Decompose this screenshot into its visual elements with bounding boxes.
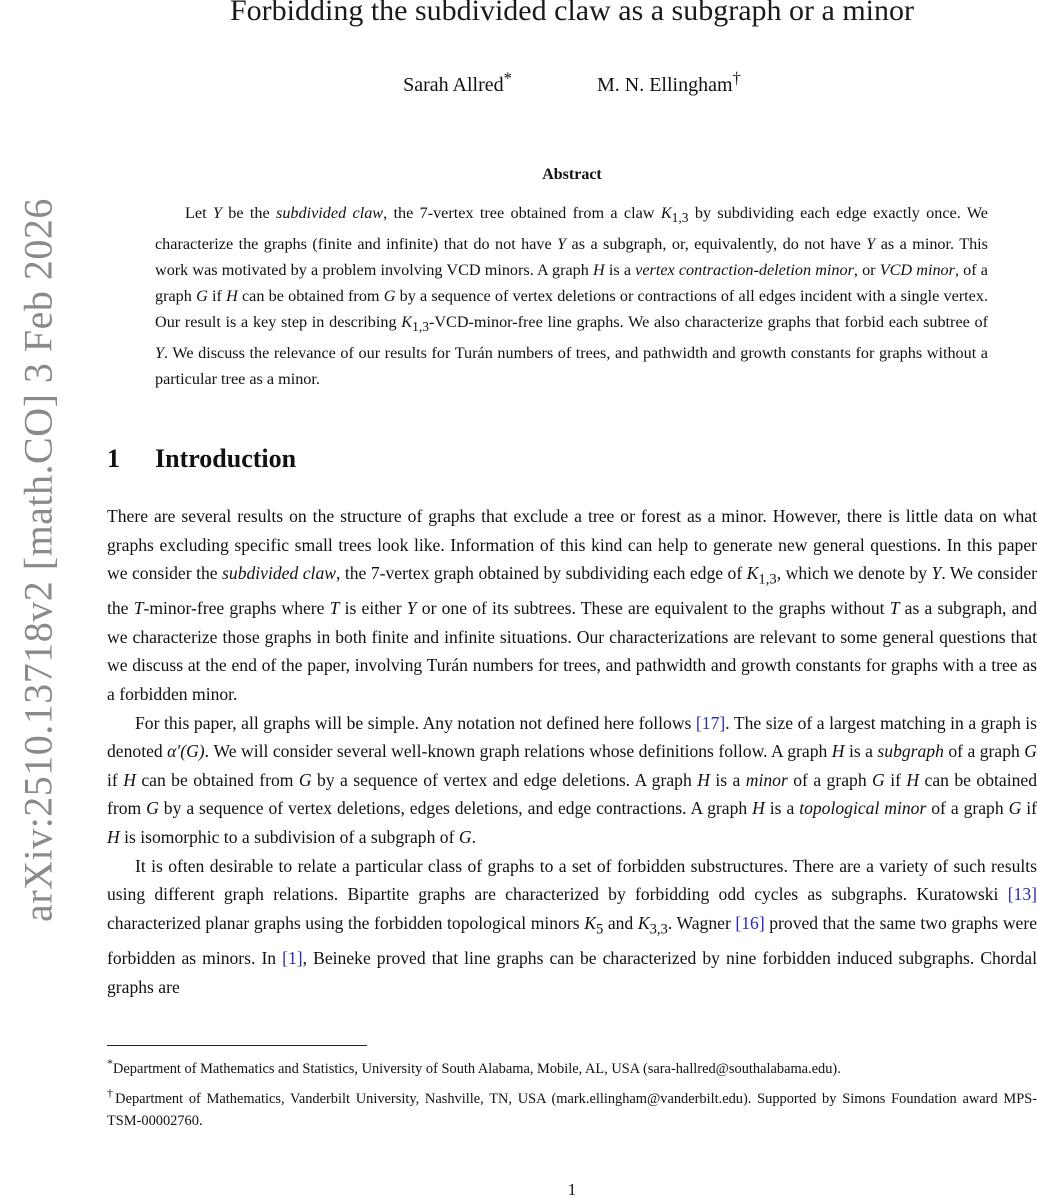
abstract-text — [155, 200, 988, 392]
author-2 — [596, 68, 741, 96]
text-run: -minor-free graphs where — [143, 598, 330, 619]
math-T: T — [889, 598, 900, 619]
author-1-name: Sarah Allred — [403, 73, 504, 96]
text-run: , Beineke proved that line graphs can be characterized by nine forbidden induced subgraphs. Chordal graphs are — [107, 947, 1037, 997]
math-K13: K — [401, 313, 413, 332]
math-G: G — [872, 769, 885, 790]
footnote-1-mark: * — [107, 1056, 113, 1070]
math-Y: Y — [212, 204, 222, 222]
text-run: is isomorphic to a subdivision of a subgraph of — [119, 827, 459, 848]
text-run: if — [884, 769, 907, 790]
footnote-2-text: Department of Mathematics, Vanderbilt University, Nashville, TN, USA (mark.ellingham@vanderbilt.edu). Supported by Simons Foundation award MPS-TSM-00002760. — [107, 1090, 1037, 1129]
body-text — [107, 502, 1037, 1001]
math-G: G — [298, 769, 312, 790]
text-run: . — [471, 827, 476, 848]
paragraph-2 — [107, 709, 1037, 852]
text-run: by a sequence of vertex deletions, edges deletions, and edge contractions. A graph — [158, 798, 753, 819]
abstract-text-run: if — [207, 287, 227, 306]
text-run: of a graph — [787, 769, 873, 790]
math-H: H — [831, 741, 845, 762]
math-G: G — [196, 287, 208, 306]
term-vcd-short: VCD minor — [879, 261, 955, 280]
math-Y: Y — [406, 598, 417, 619]
text-run: . We consider the — [107, 563, 1037, 619]
math-H: H — [226, 287, 238, 306]
term-topological-minor: topological minor — [799, 798, 927, 819]
abstract-text-run: can be obtained from — [237, 287, 384, 306]
text-run: proved that the same two graphs were forbidden as minors. In — [107, 912, 1037, 968]
text-run: For this paper, all graphs will be simple. Any notation not defined here follows — [135, 712, 696, 733]
abstract-text-run: as a subgraph, or, equivalently, do not have — [566, 235, 867, 254]
term-subgraph: subgraph — [877, 741, 944, 762]
math-G: G — [383, 287, 396, 306]
author-1 — [403, 68, 512, 96]
text-run: characterized planar graphs using the forbidden topological minors — [107, 912, 585, 933]
citation-link-16[interactable]: [16] — [735, 912, 765, 933]
math-H: H — [123, 769, 136, 790]
paragraph-3 — [107, 852, 1037, 1001]
term-subdivided-claw: subdivided claw — [276, 204, 384, 222]
text-run: can be obtained from — [107, 769, 1037, 819]
abstract-text-run: . We discuss the relevance of our results for Turán numbers of trees, and pathwidth and growth constants for graphs without a particular tree as a minor. — [155, 344, 988, 389]
term-vcd-full: vertex contraction-deletion minor — [635, 261, 854, 280]
text-run: of a graph — [943, 741, 1025, 762]
abstract-text-run: , of a graph — [155, 261, 988, 306]
text-run: It is often desirable to relate a particular class of graphs to a set of forbidden substructures. There are a variety of such results using different graph relations. Bipartite graphs are characterized by forbidding odd cycles as subgraphs. Kuratowski — [107, 855, 1037, 905]
text-run: . We will consider several well-known graph relations whose definitions follow. A graph — [204, 741, 832, 762]
footnote-divider — [107, 1045, 367, 1046]
abstract-text-run: , the 7-vertex tree obtained from a claw — [383, 204, 661, 222]
math-K13: K — [660, 204, 672, 222]
text-run: is a — [709, 769, 746, 790]
math-K13: K — [746, 563, 759, 584]
abstract-text-run: is a — [604, 261, 636, 280]
abstract-text-run: Let — [185, 204, 213, 222]
abstract-text-run: by a sequence of vertex deletions or contractions of all edges incident with a single vertex. Our result is a key step in describing — [155, 287, 989, 332]
text-run: if — [1021, 798, 1037, 819]
author-2-mark: † — [732, 68, 741, 87]
abstract-text-run: by subdividing each edge exactly once. We characterize the graphs (finite and infinite) that do not have — [155, 204, 988, 254]
footnote-2-mark: † — [107, 1085, 116, 1100]
term-minor: minor — [745, 769, 788, 790]
footnotes — [107, 1052, 1037, 1134]
text-run: , which we denote by — [776, 563, 932, 584]
citation-link-17[interactable]: [17] — [695, 712, 726, 733]
math-K13-sub: 1,3 — [758, 571, 777, 588]
math-K33-sub: 3,3 — [649, 921, 668, 938]
section-title: Introduction — [155, 444, 297, 473]
page-number: 1 — [567, 1180, 577, 1199]
text-run: can be obtained from — [135, 769, 299, 790]
math-T: T — [329, 598, 340, 619]
section-number: 1 — [107, 444, 120, 473]
math-G: G — [1024, 741, 1037, 762]
term-subdivided-claw: subdivided claw — [222, 563, 336, 584]
math-Y: Y — [155, 344, 165, 363]
abstract-text-run: be the — [221, 204, 277, 222]
text-run: , the 7-vertex graph obtained by subdividing each edge of — [335, 563, 747, 584]
math-H: H — [752, 798, 765, 819]
text-run: or one of its subtrees. These are equivalent to the graphs without — [416, 598, 890, 619]
math-K5-sub: 5 — [595, 921, 604, 938]
math-K5: K — [584, 912, 596, 933]
text-run: if — [107, 769, 124, 790]
math-H: H — [697, 769, 710, 790]
text-run: and — [603, 912, 638, 933]
abstract-text-run: -VCD-minor-free line graphs. We also characterize graphs that forbid each subtree of — [428, 313, 989, 332]
abstract-text-run: as a minor. This work was motivated by a problem involving VCD minors. A graph — [155, 235, 988, 280]
text-run: There are several results on the structure of graphs that exclude a tree or forest as a minor. However, there is little data on what graphs excluding specific small trees look like. Information of this kind can help to generate new general questions. In this paper we consider the — [107, 506, 1037, 584]
footnote-2 — [107, 1082, 1037, 1132]
math-G: G — [146, 798, 159, 819]
author-1-mark: * — [503, 68, 512, 87]
paper-title: Forbidding the subdivided claw as a subgraph or a minor — [229, 0, 915, 27]
footnote-1-text: Department of Mathematics and Statistics, University of South Alabama, Mobile, AL, USA (sara-hallred@southalabama.edu). — [113, 1060, 841, 1077]
math-K13-sub: 1,3 — [412, 319, 429, 335]
math-H: H — [906, 769, 920, 790]
math-G: G — [458, 827, 472, 848]
math-G: G — [1008, 798, 1022, 819]
arxiv-identifier-stamp: arXiv:2510.13718v2 [math.CO] 3 Feb 2026 — [15, 198, 61, 922]
math-Y: Y — [557, 235, 567, 254]
math-Y: Y — [931, 563, 942, 584]
abstract-text-run: , or — [853, 261, 880, 280]
text-run: by a sequence of vertex and edge deletions. A graph — [311, 769, 698, 790]
text-run: is either — [339, 598, 407, 619]
math-K13-sub: 1,3 — [671, 210, 689, 226]
text-run: is a — [764, 798, 800, 819]
author-list — [107, 68, 1037, 97]
text-run: of a graph — [926, 798, 1009, 819]
section-heading-introduction — [107, 444, 296, 474]
math-K33: K — [637, 912, 650, 933]
paragraph-1 — [107, 502, 1037, 709]
math-T: T — [133, 598, 144, 619]
abstract-heading: Abstract — [542, 166, 602, 183]
text-run: . Wagner — [667, 912, 736, 933]
text-run: as a subgraph, and we characterize those graphs in both finite and infinite situations. Our characterizations are relevant to some general questions that we discuss at the end of the paper, involving Turán numbers for trees, and pathwidth and growth constants for graphs with a tree as a forbidden minor. — [107, 598, 1037, 705]
citation-link-1[interactable]: [1] — [282, 947, 303, 968]
text-run: is a — [844, 741, 878, 762]
math-Y: Y — [866, 235, 876, 254]
author-2-name: M. N. Ellingham — [596, 73, 733, 96]
math-alpha-prime: α′(G) — [167, 741, 205, 762]
math-H: H — [593, 261, 605, 280]
footnote-1 — [107, 1052, 1037, 1080]
citation-link-13[interactable]: [13] — [1007, 884, 1037, 905]
math-H: H — [107, 827, 120, 848]
text-run: . The size of a largest matching in a graph is denoted — [107, 712, 1037, 762]
